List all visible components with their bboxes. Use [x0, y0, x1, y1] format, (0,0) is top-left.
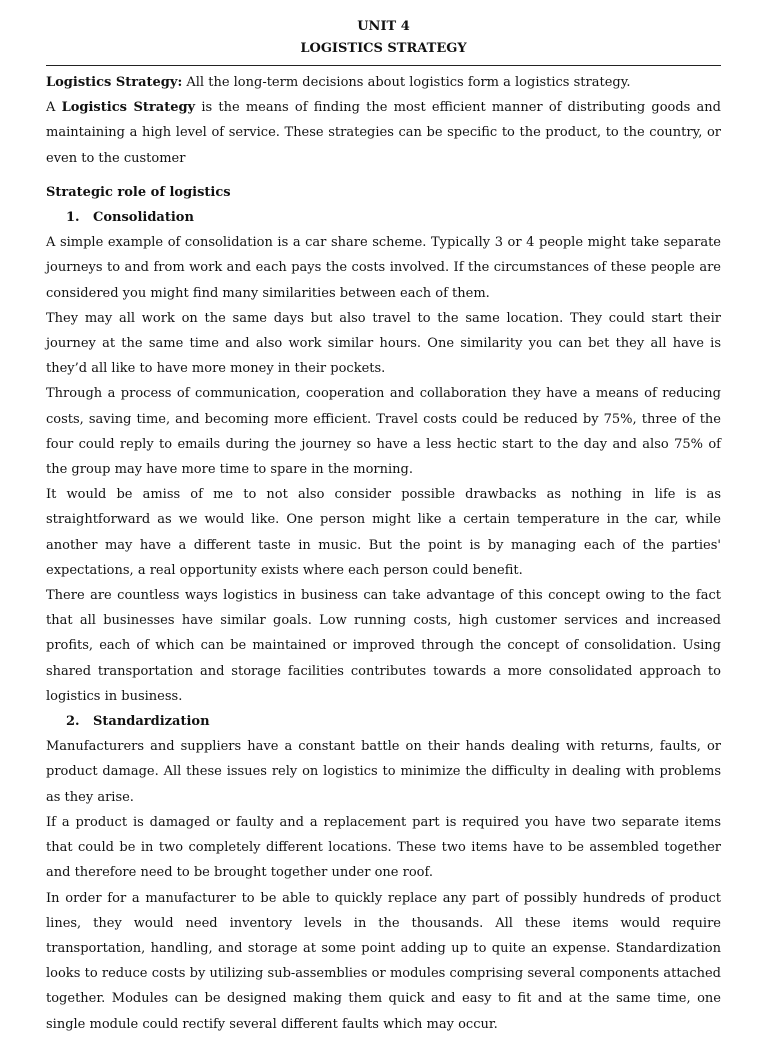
paragraph: It would be amiss of me to not also consider possible drawbacks as nothing in life is as straightforward as we would like. One person might like a certain temperature in the car, while another may have a different taste in music. But the point is by managing each of the parties' expectations, a real opportunity exists where each person could benefit. — [46, 487, 721, 578]
definition-paragraph — [46, 70, 721, 95]
unit-label: UNIT 4 — [357, 19, 410, 34]
definition-text: All the long-term decisions about logistics form a logistics strategy. — [182, 75, 631, 90]
paragraph: There are countless ways logistics in business can take advantage of this concept owing to the fact that all businesses have similar goals. Low running costs, high customer services and increased profits, each of which can be maintained or improved through the concept of consolidation. Using shared transportation and storage facilities contributes towards a more consolidated approach to logistics in business. — [46, 588, 721, 704]
subheading-number: 2. — [66, 714, 80, 730]
paragraph: Through a process of communication, cooperation and collaboration they have a means of reducing costs, saving time, and becoming more efficient. Travel costs could be reduced by 75%, three of the four could reply to emails during the journey so have a less hectic start to the day and also 75% of the group may have more time to spare in the morning. — [46, 386, 721, 478]
paragraph: They may all work on the same days but also travel to the same location. They could start their journey at the same time and also work similar hours. One similarity you can bet they all have is they’d all like to have more money in their pockets. — [46, 310, 721, 377]
subheading-label: Standardization — [93, 714, 210, 730]
intro-lead: A — [46, 100, 62, 116]
subheading-standardization — [66, 709, 721, 734]
subheading-label: Consolidation — [93, 210, 194, 226]
page-title: LOGISTICS STRATEGY — [300, 41, 467, 56]
intro-text: is the means of finding the most efficient manner of distributing goods and maintaining a high level of service. These strategies can be specific to the product, to the country, or even to the customer — [46, 100, 721, 166]
paragraph: If a product is damaged or faulty and a replacement part is required you have two separate items that could be in two completely different locations. These two items have to be assembled together and therefore need to be brought together under one roof. — [46, 814, 721, 881]
paragraph: A simple example of consolidation is a car share scheme. Typically 3 or 4 people might take separate journeys to and from work and each pays the costs involved. If the circumstances of these people are considered you might find many similarities between each of them. — [46, 235, 721, 301]
section-heading: Strategic role of logistics — [46, 184, 231, 200]
subheading-number: 1. — [66, 210, 80, 226]
paragraph: In order for a manufacturer to be able to quickly replace any part of possibly hundreds of product lines, they would need inventory levels in the thousands. All these items would require transportation, handling, and storage at some point adding up to quite an expense. Standardization looks to reduce costs by utilizing sub-assemblies or modules comprising several components attached together. Modules can be designed making them quick and easy to fit and at the same time, one single module could rectify several different faults which may occur. — [46, 890, 721, 1032]
title-divider — [46, 65, 721, 66]
intro-paragraph — [46, 95, 721, 171]
intro-term: Logistics Strategy — [61, 100, 196, 116]
subheading-consolidation — [66, 205, 721, 230]
paragraph: Manufacturers and suppliers have a constant battle on their hands dealing with returns, faults, or product damage. All these issues rely on logistics to minimize the difficulty in dealing with problems as they arise. — [46, 739, 721, 805]
definition-term: Logistics Strategy: — [46, 75, 183, 90]
